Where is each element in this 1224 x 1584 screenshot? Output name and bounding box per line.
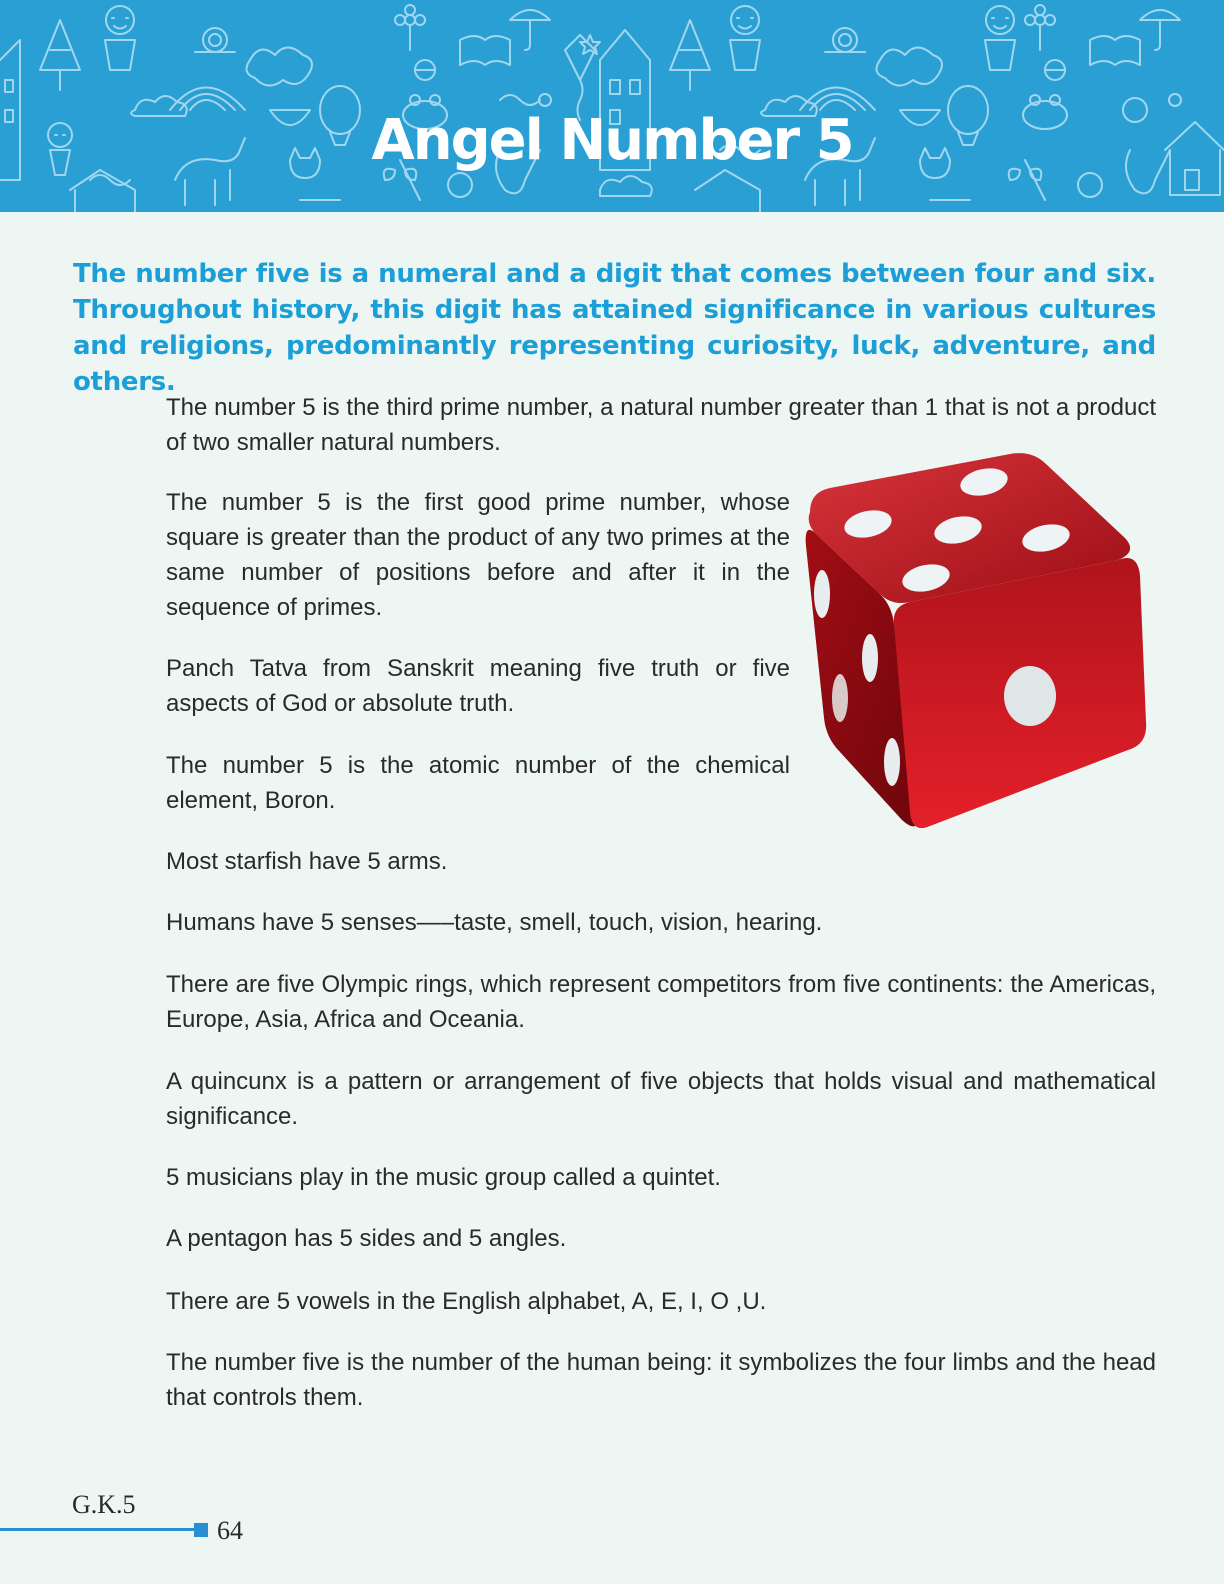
page-title: Angel Number 5 <box>371 108 853 173</box>
doodle-pattern <box>0 0 1224 212</box>
list-item-text: There are five Olympic rings, which represent competitors from five continents: the Americas, Europe, Asia, Africa and Oceania. <box>166 971 1156 1033</box>
list-item-text: The number five is the number of the human being: it symbolizes the four limbs and the head that controls them. <box>166 1349 1156 1411</box>
book-code: G.K.5 <box>72 1490 136 1519</box>
red-dice-image <box>800 452 1160 838</box>
list-item-text: A pentagon has 5 sides and 5 angles. <box>166 1225 567 1252</box>
list-item-text: Humans have 5 senses—–taste, smell, touch, vision, hearing. <box>166 909 823 936</box>
list-item-text: Most starfish have 5 arms. <box>166 848 448 875</box>
header-banner <box>0 0 1224 212</box>
list-item-text: 5 musicians play in the music group called a quintet. <box>166 1164 721 1191</box>
intro-paragraph: The number five is a numeral and a digit that comes between four and six. Throughout history, this digit has attained significance in various cultures and religions, predominantly representing curiosity, luck, adventure, and others. <box>73 259 1156 397</box>
list-item-text: There are 5 vowels in the English alphabet, A, E, I, O ,U. <box>166 1288 767 1315</box>
page-number: 64 <box>217 1516 243 1545</box>
footer-rule <box>0 1528 198 1531</box>
list-item-text: A quincunx is a pattern or arrangement of five objects that holds visual and mathematical significance. <box>166 1068 1156 1130</box>
list-item-text: The number 5 is the third prime number, a natural number greater than 1 that is not a product of two smaller natural numbers. <box>166 394 1156 456</box>
footer-square-icon <box>194 1523 208 1537</box>
list-item-text: The number 5 is the atomic number of the chemical element, Boron. <box>166 752 790 814</box>
list-item-text: The number 5 is the first good prime number, whose square is greater than the product of any two primes at the same number of positions before and after it in the sequence of primes. <box>166 489 790 621</box>
list-item-text: Panch Tatva from Sanskrit meaning five truth or five aspects of God or absolute truth. <box>166 655 790 717</box>
